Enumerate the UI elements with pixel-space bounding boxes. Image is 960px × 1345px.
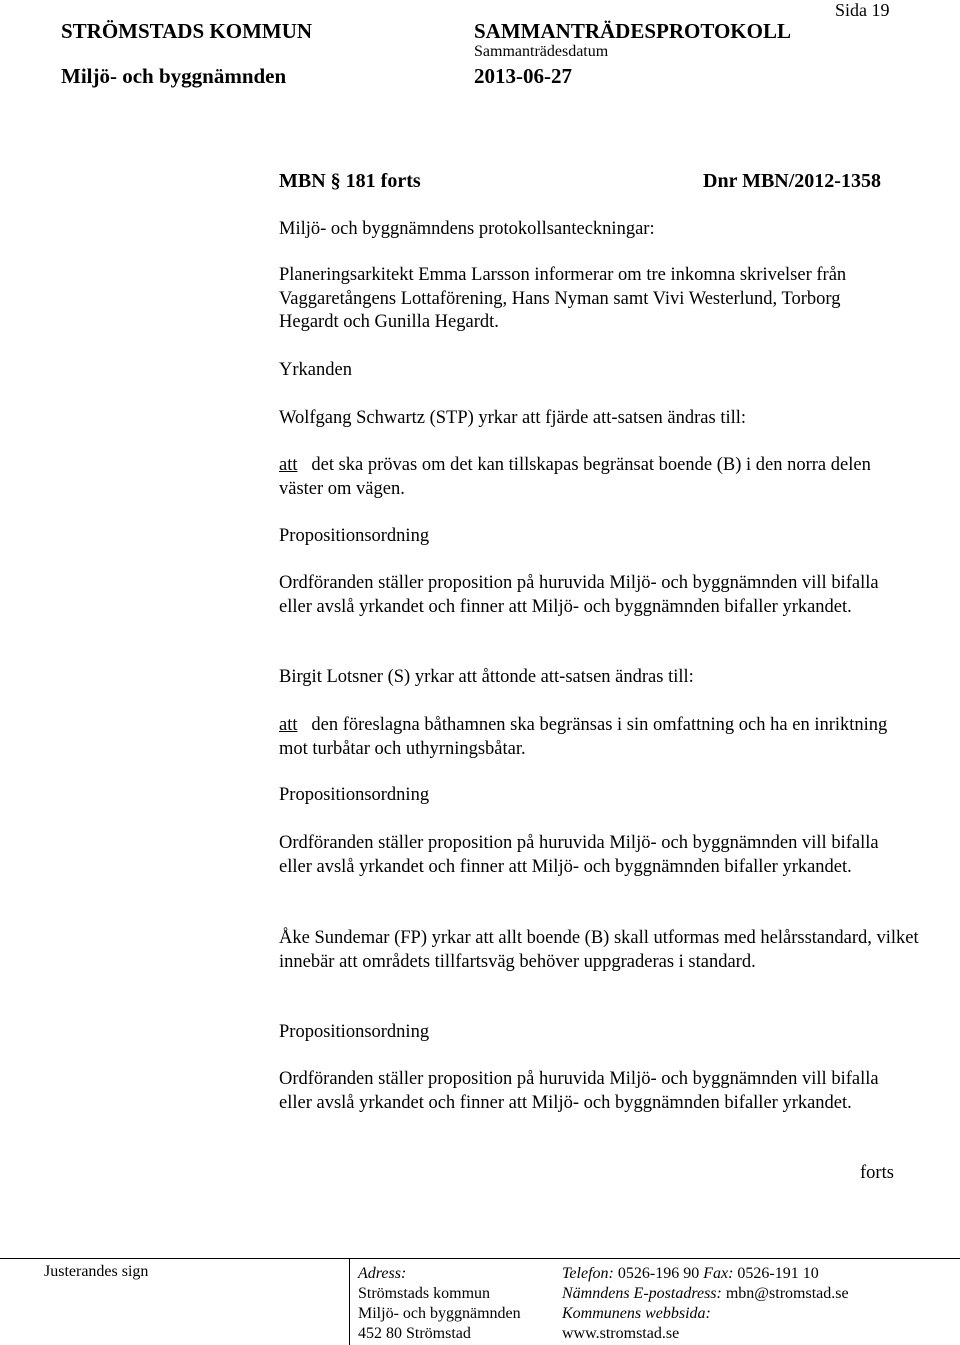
heading-propositionsordning-3: Propositionsordning xyxy=(279,1022,430,1042)
address-line-3: 452 80 Strömstad xyxy=(358,1325,471,1342)
document-type: SAMMANTRÄDESPROTOKOLL xyxy=(474,19,791,43)
paragraph-proposition-2: Ordföranden ställer proposition på huruvida Miljö- och byggnämnden vill bifalla eller avslå yrkandet och finner att Miljö- och byggnämnden bifaller yrkandet. xyxy=(279,833,879,877)
meeting-date: 2013-06-27 xyxy=(474,64,572,88)
footer-address xyxy=(358,1264,521,1344)
address-line-1: Strömstads kommun xyxy=(358,1285,491,1302)
footer-rule xyxy=(0,1258,960,1259)
att-clause-1 xyxy=(279,454,904,501)
phone-fax-line xyxy=(562,1264,849,1284)
heading-yrkanden: Yrkanden xyxy=(279,360,352,380)
att-clause-2 xyxy=(279,714,904,761)
fax-number: 0526-191 10 xyxy=(737,1265,819,1282)
paragraph-proposition-3: Ordföranden ställer proposition på huruvida Miljö- och byggnämnden vill bifalla eller avslå yrkandet och finner att Miljö- och byggnämnden bifaller yrkandet. xyxy=(279,1069,879,1113)
committee-name: Miljö- och byggnämnden xyxy=(61,64,287,88)
phone-number: 0526-196 90 xyxy=(617,1265,700,1282)
paragraph-information: Planeringsarkitekt Emma Larsson informerar om tre inkomna skrivelser från Vaggaretångens Lottaförening, Hans Nyman samt Vivi Westerlund, Torborg Hegardt och Gunilla Hegardt. xyxy=(279,265,847,332)
justerandes-sign-label: Justerandes sign xyxy=(44,1263,149,1280)
protocol-notes-heading: Miljö- och byggnämndens protokollsanteckningar: xyxy=(279,219,655,239)
fax-label: Fax: xyxy=(703,1265,734,1282)
case-number: Dnr MBN/2012-1358 xyxy=(703,170,881,192)
section-heading xyxy=(279,170,421,193)
paragraph-schwartz-motion: Wolfgang Schwartz (STP) yrkar att fjärde att-satsen ändras till: xyxy=(279,408,747,428)
heading-propositionsordning-1: Propositionsordning xyxy=(279,526,430,546)
continued-note: forts xyxy=(860,1163,894,1183)
heading-propositionsordning-2: Propositionsordning xyxy=(279,785,430,805)
section-number: 181 forts xyxy=(345,170,421,192)
section-prefix: MBN xyxy=(279,170,326,192)
paragraph-proposition-1: Ordföranden ställer proposition på huruvida Miljö- och byggnämnden vill bifalla eller avslå yrkandet och finner att Miljö- och byggnämnden bifaller yrkandet. xyxy=(279,573,879,617)
footer-contact xyxy=(562,1264,849,1344)
email-line xyxy=(562,1284,849,1304)
paragraph-sundemar-motion: Åke Sundemar (FP) yrkar att allt boende (B) skall utformas med helårsstandard, vilket innebär att områdets tillfartsväg behöver uppgraderas i standard. xyxy=(279,928,919,972)
att-text-1: det ska prövas om det kan tillskapas begränsat boende (B) i den norra delen väster om vägen. xyxy=(279,455,871,499)
att-text-2: den föreslagna båthamnen ska begränsas i sin omfattning och ha en inriktning mot turbåtar och uthyrningsbåtar. xyxy=(279,715,888,759)
address-line-2: Miljö- och byggnämnden xyxy=(358,1305,521,1322)
email-address[interactable]: mbn@stromstad.se xyxy=(725,1285,849,1302)
email-label: Nämndens E-postadress: xyxy=(562,1285,722,1302)
paragraph-lotsner-motion: Birgit Lotsner (S) yrkar att åttonde att-satsen ändras till: xyxy=(279,667,694,687)
web-label: Kommunens webbsida: xyxy=(562,1305,711,1322)
page-number: Sida 19 xyxy=(835,0,890,20)
phone-label: Telefon: xyxy=(562,1265,614,1282)
municipality-name: STRÖMSTADS KOMMUN xyxy=(61,19,313,43)
section-sign: § xyxy=(330,170,341,192)
address-label: Adress: xyxy=(358,1265,407,1282)
meeting-date-label: Sammanträdesdatum xyxy=(474,43,609,60)
website-link[interactable]: www.stromstad.se xyxy=(562,1325,680,1342)
att-label-1: att xyxy=(279,455,298,475)
footer-divider xyxy=(349,1258,350,1345)
att-label-2: att xyxy=(279,715,298,735)
